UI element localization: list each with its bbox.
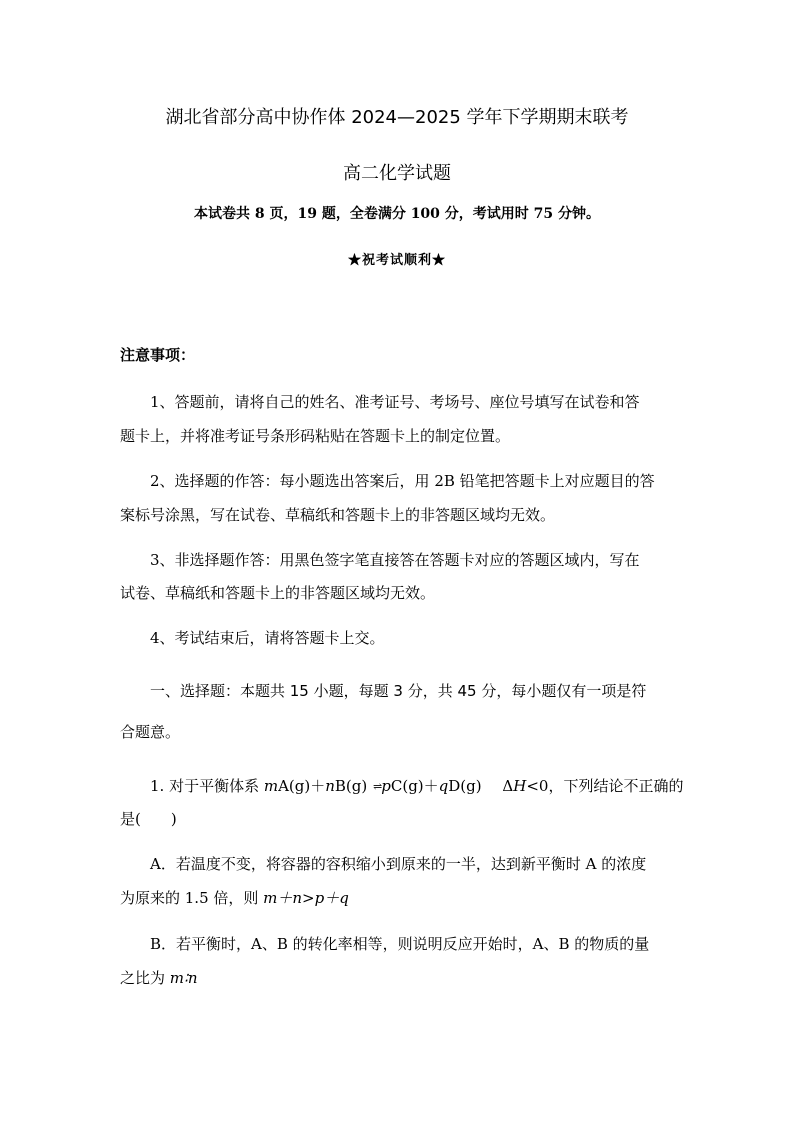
note-item-3-line-2: 试卷、草稿纸和答题卡上的非答题区域均无效。 [120, 584, 436, 602]
coefficient-n: n [325, 777, 335, 795]
option-a-text: 为原来的 1.5 倍，则 [120, 889, 264, 907]
species-d: D(g) [448, 777, 482, 795]
option-b-expression: m∶n [169, 969, 198, 987]
question-1-suffix: <0，下列结论不正确的 [526, 777, 684, 795]
equilibrium-arrows-icon: ⇌ [373, 780, 381, 793]
species-b: B(g) [334, 777, 368, 795]
exam-info: 本试卷共 8 页，19 题，全卷满分 100 分，考试用时 75 分钟。 [193, 206, 601, 222]
coefficient-m: m [263, 777, 279, 795]
question-1-stem-line-2: 是( ) [120, 810, 177, 828]
question-1-option-a-line-2 [120, 888, 349, 908]
question-1-option-b-line-1: B．若平衡时，A、B 的转化率相等，则说明反应开始时，A、B 的物质的量 [150, 935, 650, 953]
note-item-4: 4、考试结束后，请将答题卡上交。 [150, 629, 385, 647]
exam-subtitle: 高二化学试题 [343, 163, 451, 184]
coefficient-q: q [438, 777, 449, 795]
note-item-1-line-1: 1、答题前，请将自己的姓名、准考证号、考场号、座位号填写在试卷和答 [150, 393, 640, 411]
species-a: A(g)＋ [278, 777, 326, 795]
question-1-prefix: 1. 对于平衡体系 [150, 777, 264, 795]
section-1-heading-line-2: 合题意。 [120, 723, 181, 741]
note-item-2-line-2: 案标号涂黑，写在试卷、草稿纸和答题卡上的非答题区域均无效。 [120, 506, 556, 524]
question-1-option-b-line-2 [120, 968, 198, 988]
species-c: C(g)＋ [390, 777, 439, 795]
exam-title: 湖北省部分高中协作体 2024—2025 学年下学期期末联考 [165, 107, 629, 128]
question-1-stem-line-1 [150, 776, 683, 797]
section-1-heading-line-1: 一、选择题：本题共 15 小题，每题 3 分，共 45 分，每小题仅有一项是符 [150, 682, 647, 700]
note-item-3-line-1: 3、非选择题作答：用黑色签字笔直接答在答题卡对应的答题区域内，写在 [150, 551, 640, 569]
option-a-expression: m＋n>p＋q [263, 889, 349, 907]
delta-symbol: Δ [502, 777, 514, 795]
note-item-1-line-2: 题卡上，并将准考证号条形码粘贴在答题卡上的制定位置。 [120, 427, 511, 445]
exam-blessing: ★祝考试顺利★ [347, 253, 446, 268]
coefficient-p: p [381, 777, 391, 795]
question-1-option-a-line-1: A．若温度不变，将容器的容积缩小到原来的一半，达到新平衡时 A 的浓度 [150, 855, 647, 873]
note-item-2-line-1: 2、选择题的作答：每小题选出答案后，用 2B 铅笔把答题卡上对应题目的答 [150, 472, 655, 490]
notes-heading: 注意事项： [120, 346, 196, 364]
enthalpy-symbol: H [513, 777, 527, 795]
option-b-text: 之比为 [120, 969, 170, 987]
